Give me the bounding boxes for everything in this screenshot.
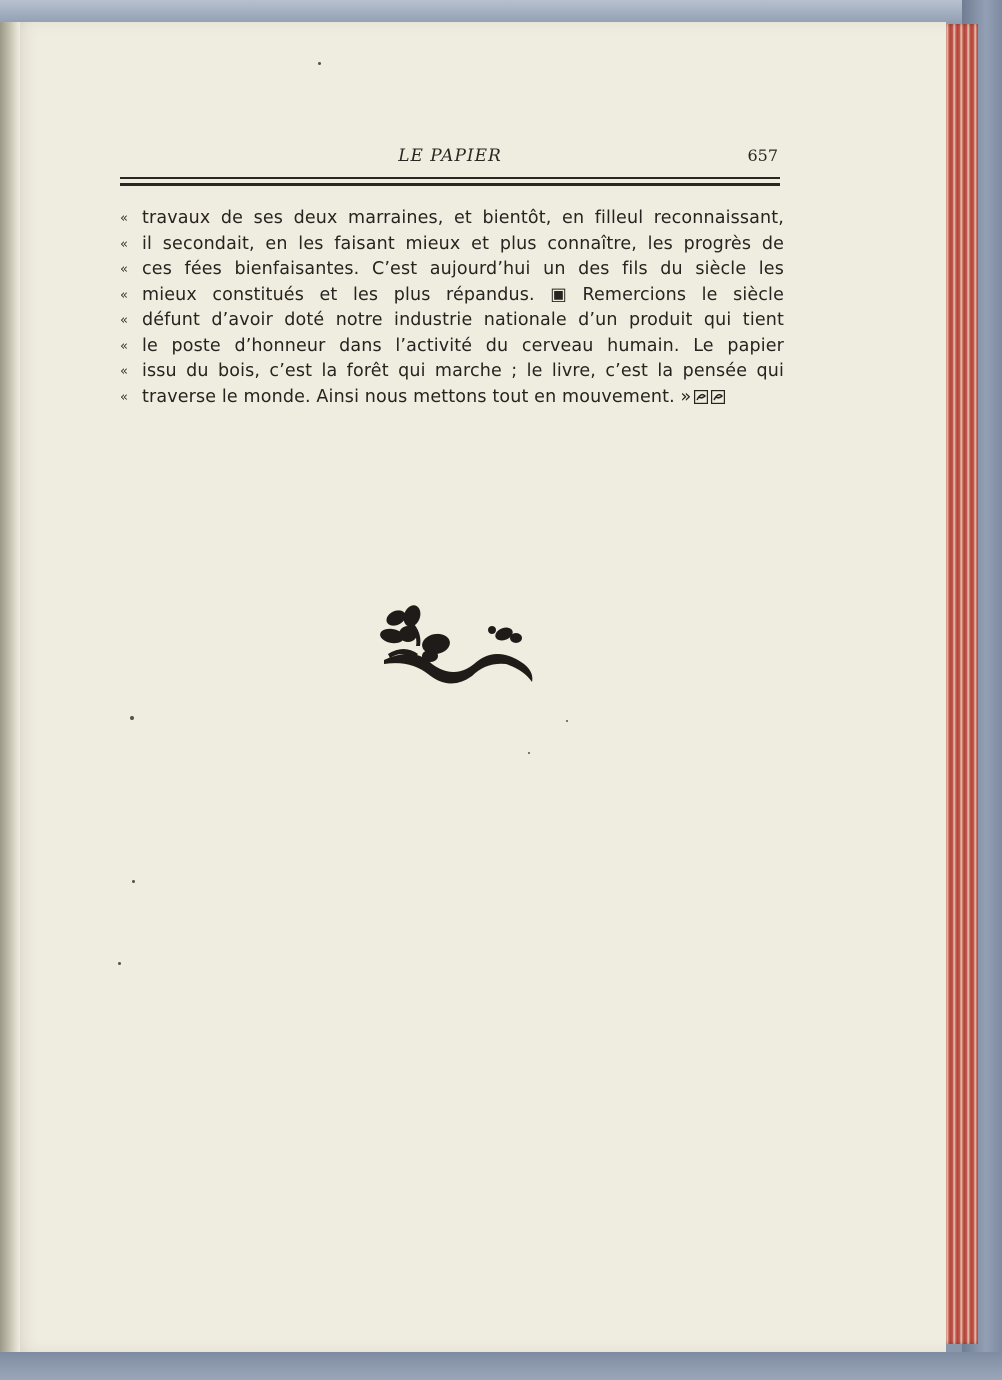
quote-mark: « [120,338,129,354]
quote-mark: « [120,364,129,379]
paper-speck [132,880,135,883]
quote-mark: « [120,287,129,303]
page-gutter [0,22,20,1352]
text-line [120,206,784,232]
line-text: issu du bois, c’est la forêt qui marche ; le livre, c’est la pensée qui [142,361,784,381]
paper-speck [318,62,321,65]
running-head [120,146,780,172]
line-text: il secondait, en les faisant mieux et plus connaître, les progrès de [142,233,784,254]
line-text-content: traverse le monde. Ainsi nous mettons tout en mouvement. » [142,386,692,407]
line-text: ces fées bienfaisantes. C’est aujourd’hui un des fils du siècle les [142,259,784,279]
text-line [120,385,784,411]
paper-speck [118,962,121,965]
line-text [142,385,784,411]
body-text [120,206,784,410]
text-line [120,232,784,258]
text-line [120,334,784,360]
quote-mark: « [120,262,129,277]
book-cover-bottom [0,1352,1002,1380]
quote-mark: « [120,236,129,252]
line-text: le poste d’honneur dans l’activité du cerveau humain. Le papier [142,335,784,356]
end-ornament-icon [694,390,708,404]
header-rule-thin [120,177,780,179]
line-text: défunt d’avoir doté notre industrie nationale d’un produit qui tient [142,310,784,330]
text-line [120,359,784,385]
line-text: travaux de ses deux marraines, et bientôt, en filleul reconnaissant, [142,208,784,228]
paper-speck [566,720,568,722]
text-line [120,257,784,283]
text-line [120,283,784,309]
end-ornament-icon [711,390,725,404]
quote-mark: « [120,389,129,405]
paper-speck [130,716,134,720]
running-title: LE PAPIER [398,146,502,166]
page-number: 657 [747,146,778,165]
quote-mark: « [120,313,129,328]
line-text: mieux constitués et les plus répandus. ▣ Remercions le siècle [142,284,784,305]
text-line [120,308,784,334]
paper-speck [528,752,530,754]
floral-vignette-icon [374,604,538,690]
quote-mark: « [120,211,129,226]
header-rule-thick [120,183,780,186]
